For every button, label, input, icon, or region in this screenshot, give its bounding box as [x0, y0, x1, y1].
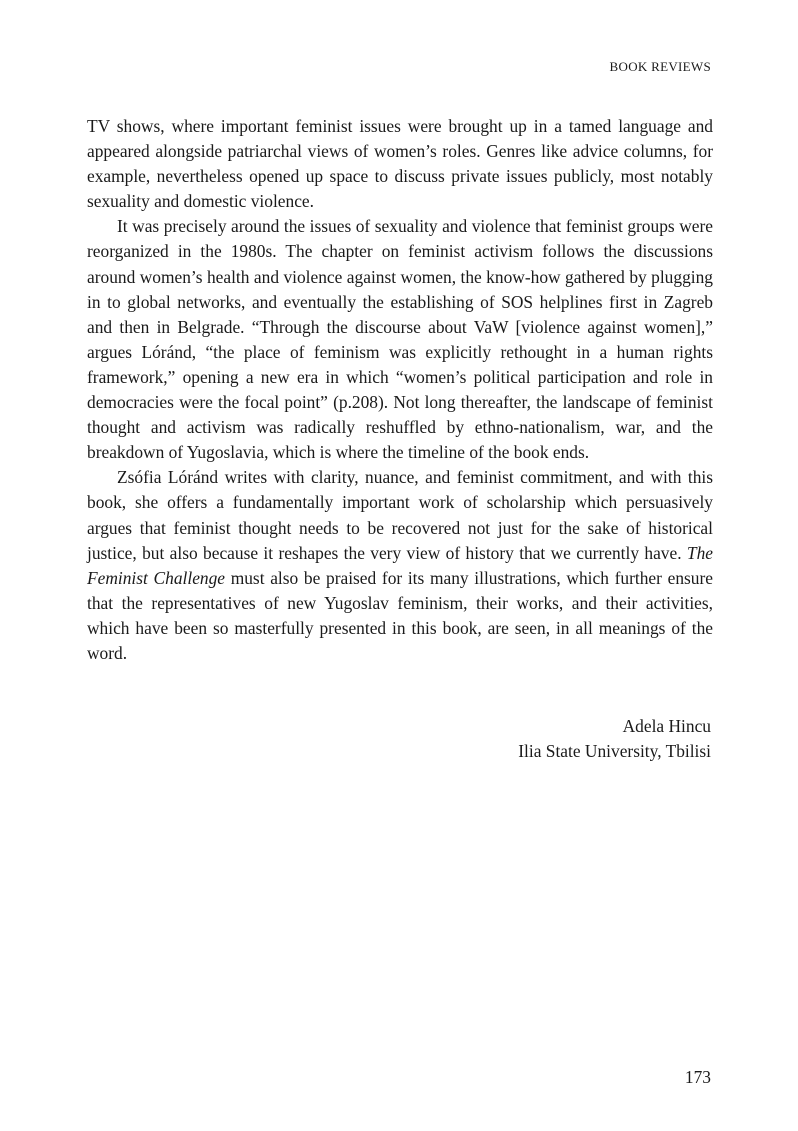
article-body	[87, 114, 713, 666]
paragraph-conclusion	[87, 465, 713, 666]
reviewer-name: Adela Hincu	[622, 716, 711, 736]
running-head: BOOK REVIEWS	[609, 59, 711, 74]
reviewer-affiliation: Ilia State University, Tbilisi	[518, 741, 711, 762]
paragraph-conclusion-part-1: Zsófia Lóránd writes with clarity, nuance, and feminist commitment, and with this book, she offers a fundamentally important work of scholarship which persuasively argues that feminist thought needs to be recovered not just for the sake of historical justice, but also because it reshapes the very view of history that we currently have.	[87, 467, 713, 563]
paragraph-continuation: TV shows, where important feminist issues were brought up in a tamed language and appeared alongside patriarchal views of women’s roles. Genres like advice columns, for example, nevertheless opened up space to discuss private issues publicly, most notably sexuality and domestic violence.	[87, 116, 713, 212]
reviewer-signature	[518, 714, 711, 764]
book-title-italic: The Feminist Challenge	[87, 542, 713, 588]
paragraph-conclusion-part-2: must also be praised for its many illustrations, which further ensure that the representatives of new Yugoslav feminism, their works, and their activities, which have been so masterfully presented in this book, are seen, in all meanings of the word.	[87, 567, 713, 663]
page-number: 173	[684, 1067, 711, 1087]
paragraph-feminist-activism: It was precisely around the issues of sexuality and violence that feminist groups were reorganized in the 1980s. The chapter on feminist activism follows the discussions around women’s health and violence against women, the know-how gathered by plugging in to global networks, and eventually the establishing of SOS helplines first in Zagreb and then in Belgrade. “Through the discourse about VaW [violence against women],” argues Lóránd, “the place of feminism was explicitly rethought in a human rights framework,” opening a new era in which “women’s political participation and role in democracies were the focal point” (p.208). Not long thereafter, the landscape of feminist thought and activism was radically reshuffled by ethno-nationalism, war, and the breakdown of Yugoslavia, which is where the timeline of the book ends.	[87, 216, 713, 463]
